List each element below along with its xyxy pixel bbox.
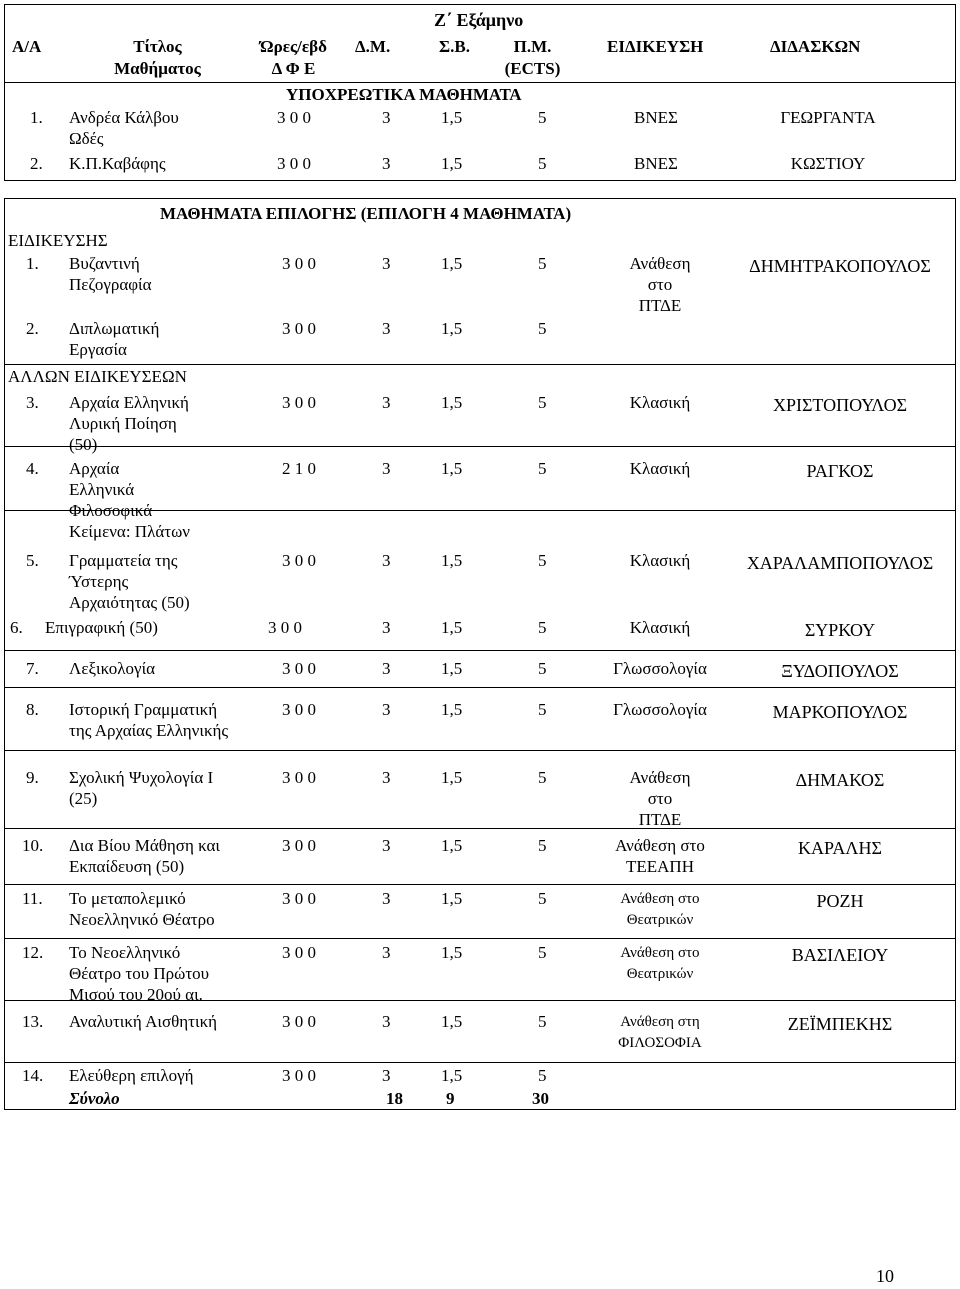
- elective-instructor: ΡΟΖΗ: [816, 891, 864, 911]
- elective-sb: 1,5: [441, 836, 463, 855]
- elective-title: Διπλωματική: [69, 319, 160, 338]
- course-number: 1.: [30, 108, 43, 127]
- elective-instructor: ΒΑΣΙΛΕΙΟΥ: [791, 945, 889, 965]
- page-number: 10: [876, 1266, 894, 1286]
- course-specialization: ΒΝΕΣ: [634, 108, 678, 127]
- elective-title: Το Νεοελληνικό: [69, 943, 181, 962]
- elective-instructor: ΚΑΡΑΛΗΣ: [798, 838, 882, 858]
- elective-pm: 5: [538, 393, 547, 412]
- elective-number: 13.: [22, 1012, 44, 1031]
- mandatory-heading: ΥΠΟΧΡΕΩΤΙΚΑ ΜΑΘΗΜΑΤΑ: [286, 85, 522, 104]
- elective-pm: 5: [538, 319, 547, 338]
- elective-pm: 5: [538, 1066, 547, 1085]
- elective-pm: 5: [538, 889, 547, 908]
- course-dm: 3: [382, 108, 391, 127]
- elective-number: 4.: [26, 459, 39, 478]
- elective-title: Ύστερης: [69, 572, 129, 591]
- elective-title: Ιστορική Γραμματική: [69, 700, 218, 719]
- elective-number: 12.: [22, 943, 44, 962]
- elective-specialization: Κλασική: [629, 551, 691, 570]
- elective-hours: 3 0 0: [282, 700, 316, 719]
- elective-title: Νεοελληνικό Θέατρο: [69, 910, 215, 929]
- elective-number: 7.: [26, 659, 39, 678]
- table-rule: [4, 828, 956, 829]
- elective-specialization: Ανάθεση στο: [620, 891, 700, 907]
- elective-title: Φιλοσοφικά: [69, 501, 153, 520]
- elective-title: Εκπαίδευση (50): [69, 857, 185, 876]
- elective-title: Λεξικολογία: [69, 659, 156, 678]
- elective-number: 1.: [26, 254, 39, 273]
- elective-number: 5.: [26, 551, 39, 570]
- elective-title: Κείμενα: Πλάτων: [69, 522, 190, 541]
- elective-number: 3.: [26, 393, 39, 412]
- elective-title: Αναλυτική Αισθητική: [69, 1012, 218, 1031]
- header-dm: Δ.Μ.: [355, 37, 391, 56]
- other-spec-heading: ΑΛΛΩΝ ΕΙΔΙΚΕΥΣΕΩΝ: [8, 367, 187, 386]
- elective-dm: 3: [382, 459, 391, 478]
- table-rule: [4, 938, 956, 939]
- elective-sb: 1,5: [441, 943, 463, 962]
- elective-number: 8.: [26, 700, 39, 719]
- elective-instructor: ΞΥΔΟΠΟΥΛΟΣ: [781, 661, 899, 681]
- table-rule: [4, 884, 956, 885]
- elective-pm: 5: [538, 836, 547, 855]
- table-rule: [4, 198, 956, 199]
- elective-hours: 3 0 0: [282, 393, 316, 412]
- table-rule: [4, 364, 956, 365]
- course-sb: 1,5: [441, 154, 463, 173]
- elective-sb: 1,5: [441, 551, 463, 570]
- elective-sb: 1,5: [441, 393, 463, 412]
- semester-title: Ζ΄ Εξάμηνο: [434, 10, 524, 30]
- course-sb: 1,5: [441, 108, 463, 127]
- elective-specialization: Ανάθεση: [629, 768, 691, 787]
- elective-title: Δια Βίου Μάθηση και: [69, 836, 220, 855]
- elective-sb: 1,5: [441, 768, 463, 787]
- elective-sb: 1,5: [441, 700, 463, 719]
- elective-instructor: ΣΥΡΚΟΥ: [804, 620, 876, 640]
- elective-number: 10.: [22, 836, 44, 855]
- elective-hours: 3 0 0: [282, 254, 316, 273]
- table-rule: [4, 4, 5, 181]
- course-instructor: ΓΕΩΡΓΑΝΤΑ: [780, 108, 876, 127]
- total-dm: 18: [386, 1089, 403, 1108]
- elective-pm: 5: [538, 459, 547, 478]
- elective-dm: 3: [382, 254, 391, 273]
- spec-heading: ΕΙΔΙΚΕΥΣΗΣ: [8, 231, 108, 250]
- elective-title: (50): [69, 435, 98, 454]
- elective-specialization: Ανάθεση: [629, 254, 691, 273]
- elective-specialization: Θεατρικών: [626, 912, 694, 928]
- total-sb: 9: [446, 1089, 455, 1108]
- elective-hours: 3 0 0: [282, 889, 316, 908]
- elective-number: 9.: [26, 768, 39, 787]
- course-number: 2.: [30, 154, 43, 173]
- elective-title: Το μεταπολεμικό: [69, 889, 186, 908]
- header-aa: Α/Α: [12, 37, 42, 56]
- table-rule: [4, 198, 5, 1110]
- elective-instructor: ΖΕΪΜΠΕΚΗΣ: [787, 1014, 893, 1034]
- elective-title: Βυζαντινή: [69, 254, 140, 273]
- course-title: Ανδρέα Κάλβου: [69, 108, 179, 127]
- elective-dm: 3: [382, 618, 391, 637]
- course-dm: 3: [382, 154, 391, 173]
- elective-number: 2.: [26, 319, 39, 338]
- elective-specialization: ΠΤΔΕ: [638, 296, 682, 315]
- elective-sb: 1,5: [441, 618, 463, 637]
- elective-title: Εργασία: [69, 340, 127, 359]
- elective-specialization: Ανάθεση στο: [620, 945, 700, 961]
- elective-specialization: Γλωσσολογία: [613, 659, 707, 678]
- elective-specialization: στο: [647, 789, 673, 808]
- elective-hours: 2 1 0: [282, 459, 316, 478]
- elective-title: της Αρχαίας Ελληνικής: [69, 721, 229, 740]
- elective-instructor: ΧΡΙΣΤΟΠΟΥΛΟΣ: [772, 395, 908, 415]
- elective-sb: 1,5: [441, 459, 463, 478]
- header-specialization: ΕΙΔΙΚΕΥΣΗ: [607, 37, 704, 56]
- elective-pm: 5: [538, 1012, 547, 1031]
- header-pm: Π.Μ.: [513, 37, 552, 56]
- elective-hours: 3 0 0: [282, 943, 316, 962]
- elective-sb: 1,5: [441, 889, 463, 908]
- elective-hours: 3 0 0: [282, 319, 316, 338]
- elective-hours: 3 0 0: [268, 618, 302, 637]
- elective-specialization: ΤΕΕΑΠΗ: [626, 857, 694, 876]
- course-specialization: ΒΝΕΣ: [634, 154, 678, 173]
- elective-specialization: Θεατρικών: [626, 966, 694, 982]
- elective-number: 11.: [22, 889, 43, 908]
- elective-sb: 1,5: [441, 1066, 463, 1085]
- elective-title: Λυρική Ποίηση: [69, 414, 177, 433]
- elective-pm: 5: [538, 551, 547, 570]
- elective-pm: 5: [538, 254, 547, 273]
- elective-specialization: Γλωσσολογία: [613, 700, 707, 719]
- course-hours: 3 0 0: [277, 154, 311, 173]
- elective-number: 14.: [22, 1066, 44, 1085]
- elective-hours: 3 0 0: [282, 836, 316, 855]
- header-hours: Δ Φ Ε: [271, 59, 316, 78]
- elective-specialization: Κλασική: [629, 459, 691, 478]
- elective-pm: 5: [538, 768, 547, 787]
- table-rule: [4, 446, 956, 447]
- elective-pm: 5: [538, 943, 547, 962]
- header-title: Μαθήματος: [114, 59, 201, 78]
- elective-sb: 1,5: [441, 1012, 463, 1031]
- header-pm: (ECTS): [504, 59, 561, 78]
- header-instructor: ΔΙΔΑΣΚΩΝ: [770, 37, 861, 56]
- elective-specialization: ΦΙΛΟΣΟΦΙΑ: [618, 1035, 702, 1051]
- elective-instructor: ΔΗΜΑΚΟΣ: [795, 770, 885, 790]
- elective-title: Ελληνικά: [69, 480, 135, 499]
- elective-instructor: ΜΑΡΚΟΠΟΥΛΟΣ: [772, 702, 908, 722]
- elective-instructor: ΡΑΓΚΟΣ: [806, 461, 874, 481]
- elective-dm: 3: [382, 393, 391, 412]
- course-instructor: ΚΩΣΤΙΟΥ: [790, 154, 866, 173]
- elective-instructor: ΧΑΡΑΛΑΜΠΟΠΟΥΛΟΣ: [746, 553, 934, 573]
- elective-specialization: Κλασική: [629, 393, 691, 412]
- elective-title: Αρχαία: [69, 459, 120, 478]
- header-sb: Σ.Β.: [439, 37, 470, 56]
- table-rule: [4, 82, 956, 83]
- elective-title: Θέατρο του Πρώτου: [69, 964, 210, 983]
- elective-dm: 3: [382, 1012, 391, 1031]
- elective-title: Μισού του 20ού αι.: [69, 985, 203, 1004]
- elective-title: Πεζογραφία: [69, 275, 152, 294]
- elective-dm: 3: [382, 1066, 391, 1085]
- course-title: Ωδές: [69, 129, 104, 148]
- elective-sb: 1,5: [441, 254, 463, 273]
- elective-pm: 5: [538, 618, 547, 637]
- table-rule: [4, 687, 956, 688]
- elective-dm: 3: [382, 889, 391, 908]
- header-title: Τίτλος: [133, 37, 182, 56]
- elective-sb: 1,5: [441, 319, 463, 338]
- elective-hours: 3 0 0: [282, 659, 316, 678]
- elective-dm: 3: [382, 659, 391, 678]
- table-rule: [4, 4, 956, 5]
- elective-dm: 3: [382, 551, 391, 570]
- elective-dm: 3: [382, 943, 391, 962]
- elective-dm: 3: [382, 319, 391, 338]
- course-pm: 5: [538, 108, 547, 127]
- elective-dm: 3: [382, 700, 391, 719]
- course-title: Κ.Π.Καβάφης: [69, 154, 166, 173]
- elective-specialization: Ανάθεση στη: [620, 1014, 700, 1030]
- elective-instructor: ΔΗΜΗΤΡΑΚΟΠΟΥΛΟΣ: [749, 256, 931, 276]
- elective-hours: 3 0 0: [282, 1066, 316, 1085]
- elective-specialization: στο: [647, 275, 673, 294]
- elective-dm: 3: [382, 768, 391, 787]
- elective-hours: 3 0 0: [282, 1012, 316, 1031]
- elective-title: Γραμματεία της: [69, 551, 178, 570]
- elective-title: Αρχαιότητας (50): [69, 593, 190, 612]
- elective-number: 6.: [10, 618, 23, 637]
- elective-title: (25): [69, 789, 98, 808]
- elective-pm: 5: [538, 659, 547, 678]
- elective-dm: 3: [382, 836, 391, 855]
- elective-heading: ΜΑΘΗΜΑΤΑ ΕΠΙΛΟΓΗΣ (ΕΠΙΛΟΓΗ 4 ΜΑΘΗΜΑΤΑ): [160, 204, 572, 223]
- elective-pm: 5: [538, 700, 547, 719]
- elective-specialization: Κλασική: [629, 618, 691, 637]
- elective-title: Αρχαία Ελληνική: [69, 393, 189, 412]
- course-pm: 5: [538, 154, 547, 173]
- elective-title: Σχολική Ψυχολογία Ι: [69, 768, 214, 787]
- elective-hours: 3 0 0: [282, 551, 316, 570]
- table-rule: [4, 750, 956, 751]
- elective-sb: 1,5: [441, 659, 463, 678]
- elective-specialization: Ανάθεση στο: [615, 836, 705, 855]
- header-hours: Ώρες/εβδ: [260, 37, 327, 56]
- elective-title: Επιγραφική (50): [45, 618, 158, 637]
- elective-title: Ελεύθερη επιλογή: [69, 1066, 194, 1085]
- total-pm: 30: [532, 1089, 549, 1108]
- elective-specialization: ΠΤΔΕ: [638, 810, 682, 829]
- table-rule: [955, 198, 956, 1110]
- table-rule: [4, 1109, 956, 1110]
- total-label: Σύνολο: [69, 1089, 120, 1108]
- table-rule: [4, 180, 956, 181]
- course-hours: 3 0 0: [277, 108, 311, 127]
- table-rule: [4, 650, 956, 651]
- table-rule: [4, 1062, 956, 1063]
- elective-hours: 3 0 0: [282, 768, 316, 787]
